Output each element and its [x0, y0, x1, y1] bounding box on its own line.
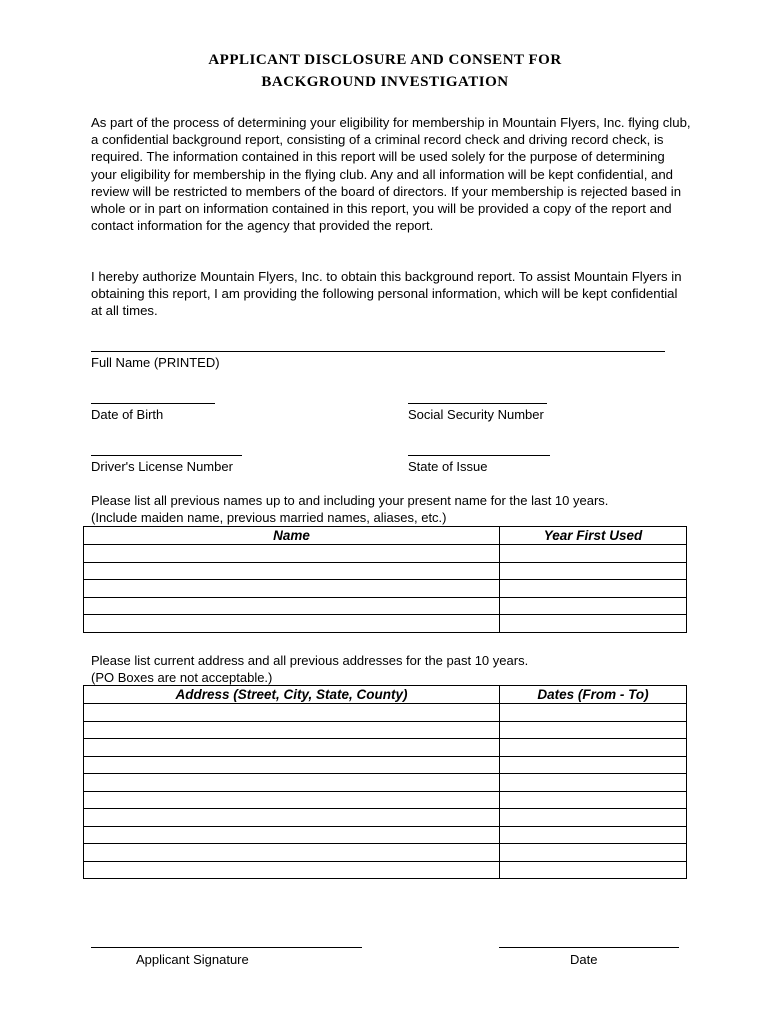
address-table: [83, 685, 687, 879]
drivers-license-line[interactable]: [91, 455, 242, 456]
dates-cell[interactable]: [500, 721, 687, 739]
address-cell[interactable]: [84, 704, 500, 722]
dates-cell[interactable]: [500, 791, 687, 809]
dates-cell[interactable]: [500, 739, 687, 757]
table-row: [84, 791, 687, 809]
state-of-issue-line[interactable]: [408, 455, 550, 456]
form-title-line1: APPLICANT DISCLOSURE AND CONSENT FOR: [208, 52, 562, 68]
name-cell[interactable]: [84, 562, 500, 580]
name-cell[interactable]: [84, 615, 500, 633]
address-instruction-2: (PO Boxes are not acceptable.): [91, 670, 273, 685]
year-first-used-column-header: Year First Used: [500, 527, 687, 545]
address-cell[interactable]: [84, 791, 500, 809]
date-label: Date: [570, 952, 598, 967]
table-row: [84, 615, 687, 633]
table-row: [84, 597, 687, 615]
address-cell[interactable]: [84, 861, 500, 879]
applicant-signature-label: Applicant Signature: [136, 952, 249, 967]
name-cell[interactable]: [84, 545, 500, 563]
address-column-header: Address (Street, City, State, County): [84, 686, 500, 704]
intro-paragraph: As part of the process of determining your eligibility for membership in Mountain Flyers, Inc. flying club, a confidential background report, consisting of a criminal record check and driving record check, is required. The information contained in this report will be used solely for the purpose of determining your eligibility for membership in the flying club. Any and all information will be kept confidential, and review will be restricted to members of the board of directors. If your membership is rejected based in whole or in part on information contained in this report, you will be provided a copy of the report and contact information for the agency that provided the report.: [91, 115, 691, 234]
address-table-header: [84, 686, 687, 704]
drivers-license-label: Driver's License Number: [91, 459, 233, 474]
table-row: [84, 774, 687, 792]
form-title-line2: BACKGROUND INVESTIGATION: [261, 74, 509, 90]
table-row: [84, 809, 687, 827]
dates-cell[interactable]: [500, 774, 687, 792]
address-instruction-1: Please list current address and all previous addresses for the past 10 years.: [91, 653, 529, 668]
address-cell[interactable]: [84, 739, 500, 757]
dates-cell[interactable]: [500, 861, 687, 879]
address-cell[interactable]: [84, 844, 500, 862]
table-row: [84, 580, 687, 598]
table-row: [84, 861, 687, 879]
names-table: [83, 526, 687, 633]
authorization-paragraph: I hereby authorize Mountain Flyers, Inc. to obtain this background report. To assist Mountain Flyers in obtaining this report, I am providing the following personal information, which will be kept confidential at all times.: [91, 269, 682, 319]
dates-cell[interactable]: [500, 756, 687, 774]
name-cell[interactable]: [84, 580, 500, 598]
address-cell[interactable]: [84, 721, 500, 739]
year-cell[interactable]: [500, 580, 687, 598]
table-row: [84, 545, 687, 563]
names-instruction-1: Please list all previous names up to and including your present name for the last 10 years.: [91, 493, 609, 508]
table-row: [84, 826, 687, 844]
table-row: [84, 721, 687, 739]
names-instruction-2: (Include maiden name, previous married names, aliases, etc.): [91, 510, 447, 525]
table-row: [84, 844, 687, 862]
year-cell[interactable]: [500, 562, 687, 580]
state-of-issue-label: State of Issue: [408, 459, 488, 474]
address-cell[interactable]: [84, 809, 500, 827]
dates-cell[interactable]: [500, 844, 687, 862]
names-table-header: [84, 527, 687, 545]
ssn-line[interactable]: [408, 403, 547, 404]
address-cell[interactable]: [84, 774, 500, 792]
year-cell[interactable]: [500, 597, 687, 615]
dob-label: Date of Birth: [91, 407, 164, 422]
ssn-label: Social Security Number: [408, 407, 544, 422]
dates-cell[interactable]: [500, 809, 687, 827]
full-name-label: Full Name (PRINTED): [91, 355, 220, 370]
table-row: [84, 739, 687, 757]
year-cell[interactable]: [500, 545, 687, 563]
dob-line[interactable]: [91, 403, 215, 404]
full-name-line[interactable]: [91, 351, 665, 352]
table-row: [84, 756, 687, 774]
name-cell[interactable]: [84, 597, 500, 615]
date-line[interactable]: [499, 947, 679, 948]
table-row: [84, 704, 687, 722]
table-row: [84, 562, 687, 580]
applicant-signature-line[interactable]: [91, 947, 362, 948]
address-cell[interactable]: [84, 826, 500, 844]
dates-cell[interactable]: [500, 826, 687, 844]
address-cell[interactable]: [84, 756, 500, 774]
dates-column-header: Dates (From - To): [500, 686, 687, 704]
dates-cell[interactable]: [500, 704, 687, 722]
name-column-header: Name: [84, 527, 500, 545]
year-cell[interactable]: [500, 615, 687, 633]
